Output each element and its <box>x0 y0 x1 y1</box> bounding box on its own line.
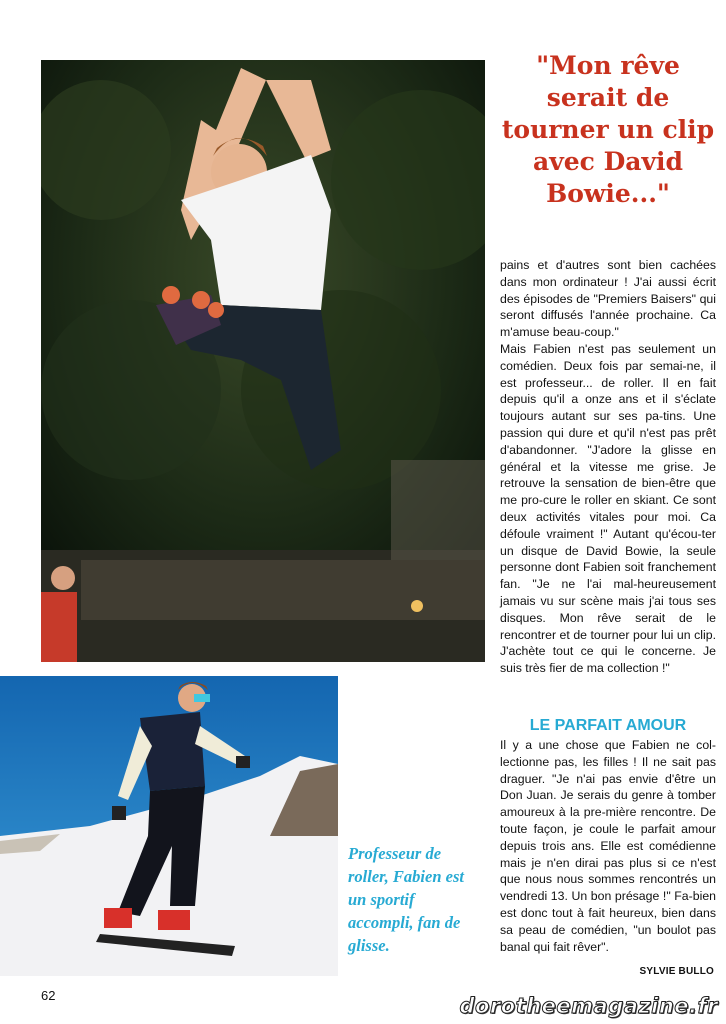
photo-snowboarder <box>0 676 338 976</box>
author-signature: SYLVIE BULLO <box>639 966 714 977</box>
watermark: dorotheemagazine.fr <box>459 994 718 1018</box>
photo-caption: Professeur de roller, Fabien est un sportif accompli, fan de glisse. <box>348 844 464 955</box>
pull-quote: "Mon rêve serait de tourner un clip avec David Bowie..." <box>501 51 715 208</box>
page-number: 62 <box>41 988 56 1003</box>
article-column-top <box>500 257 716 677</box>
paragraph: Mais Fabien n'est pas seulement un comédien. Deux fois par semai-ne, il est professeur... de roller. Il en fait depuis qu'il a onze ans et il s'éclate toujours autant sur ses pa-tins. Une passion qui dure et qu'il n'est pas prêt d'abandonner. "J'adore la glisse en général et la vitesse me grise. Je retrouve la sensation de bien-être que me pro-cure le roller en skiant. Ce sont deux activités vitales pour moi. Ca défoule vraiment !" Autant qu'écou-ter un disque de David Bowie, la seule personne dont Fabien soit franchement fan. "Je ne l'ai mal-heureusement jamais vu sur scène mais j'ai tous ses disques. Mon rêve serait de le rencontrer et de tourner pour lui un clip. J'achète tout ce qui le concerne. Je suis très fier de ma collection !" <box>500 341 716 676</box>
paragraph: pains et d'autres sont bien cachées dans mon ordinateur ! J'ai aussi écrit des épisodes de "Premiers Baisers" qui seront diffusés l'année prochaine. Ca m'amuse beau-coup." <box>500 258 716 340</box>
article-column-bottom <box>500 737 716 955</box>
photo-rollerblade-jump <box>41 60 485 662</box>
section-heading: LE PARFAIT AMOUR <box>529 717 687 734</box>
paragraph: Il y a une chose que Fabien ne col-lectionne pas, les filles ! Il ne sait pas draguer. "Je n'ai pas envie d'être un Don Juan. Je serais du genre à tomber amoureux à la pre-mière rencontre. De toute façon, je coule le parfait amour depuis trois ans. Elle est comédienne mais je n'en dirai pas plus si ce n'est que nous nous sommes rencontrés un vendredi 13. Un bon présage !" Fa-bien est donc tout à fait heureux, bien dans sa peau de comédien, "un boulot pas banal qui fait rêver". <box>500 738 716 954</box>
